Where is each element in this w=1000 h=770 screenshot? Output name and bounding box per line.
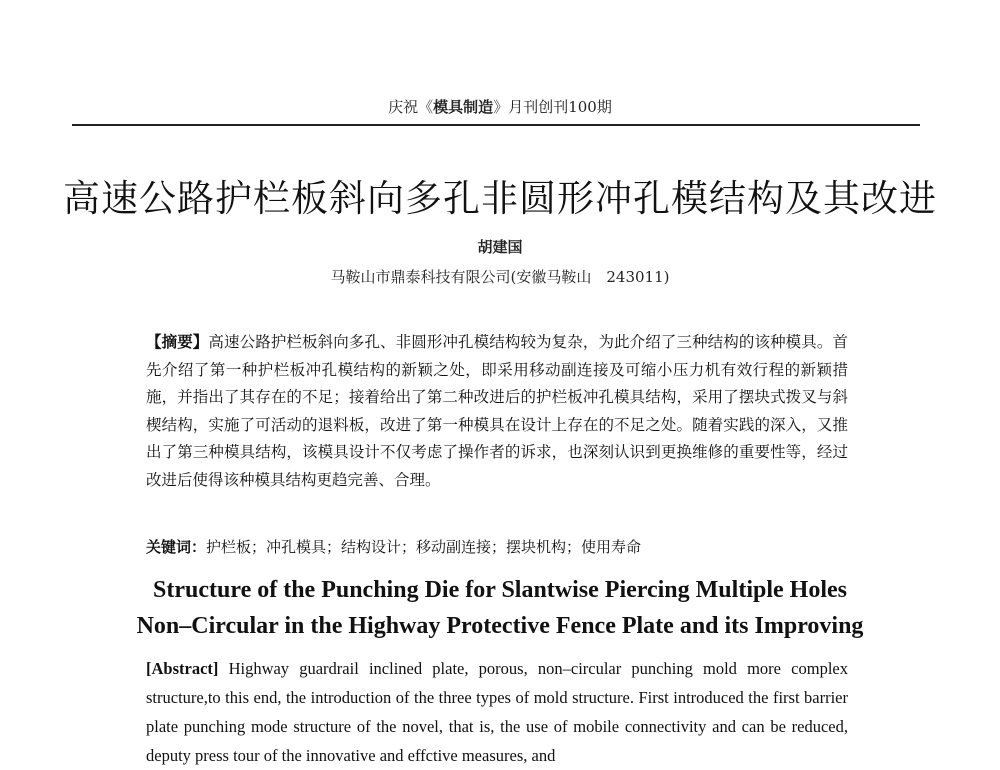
journal-header-prefix: 庆祝《 (388, 98, 434, 116)
article-title-en (100, 572, 900, 644)
keywords-cn (146, 536, 848, 557)
abstract-cn-text: 高速公路护栏板斜向多孔、非圆形冲孔模结构较为复杂，为此介绍了三种结构的该种模具。首先介绍了第一种护栏板冲孔模结构的新颖之处，即采用移动副连接及可缩小压力机有效行程的新颖措施，并指出了其存在的不足；接着给出了第二种改进后的护栏板冲孔模具结构，采用了摆块式拨叉与斜楔结构，实施了可活动的退料板，改进了第一种模具在设计上存在的不足之处。随着实践的深入，又推出了第三种模具结构，该模具设计不仅考虑了操作者的诉求，也深刻认识到更换维修的重要性等，经过改进后使得该种模具结构更趋完善、合理。 (146, 333, 848, 489)
abstract-cn (146, 328, 848, 494)
journal-header-suffix: 》月刊创刊100期 (493, 98, 612, 116)
author-name: 胡建国 (477, 238, 523, 256)
keywords-text: 护栏板；冲孔模具；结构设计；移动副连接；摆块机构；使用寿命 (206, 538, 642, 556)
journal-header (0, 96, 1000, 117)
author-affiliation: 马鞍山市鼎泰科技有限公司(安徽马鞍山 243011) (330, 268, 670, 286)
keywords-label: 关键词： (146, 538, 207, 556)
article-title-en-line1: Structure of the Punching Die for Slantwise Piercing Multiple Holes (153, 577, 847, 603)
header-divider (72, 124, 920, 126)
abstract-en-label: [Abstract] (146, 659, 219, 678)
journal-name: 模具制造 (433, 98, 494, 116)
article-title-cn: 高速公路护栏板斜向多孔非圆形冲孔模结构及其改进 (63, 177, 937, 220)
abstract-en-text: Highway guardrail inclined plate, porous, non–circular punching mold more complex structure,to this end, the introduction of the three types of mold structure. First introduced the first barrier plate punching mode structure of the novel, that is, the use of mobile connectivity and can be reduced, deputy press tour of the innovative and effctive measures, and (146, 659, 848, 765)
article-title-en-line2: Non–Circular in the Highway Protective Fence Plate and its Improving (136, 613, 864, 639)
abstract-en (146, 654, 848, 770)
abstract-cn-label: 【摘要】 (146, 332, 209, 351)
